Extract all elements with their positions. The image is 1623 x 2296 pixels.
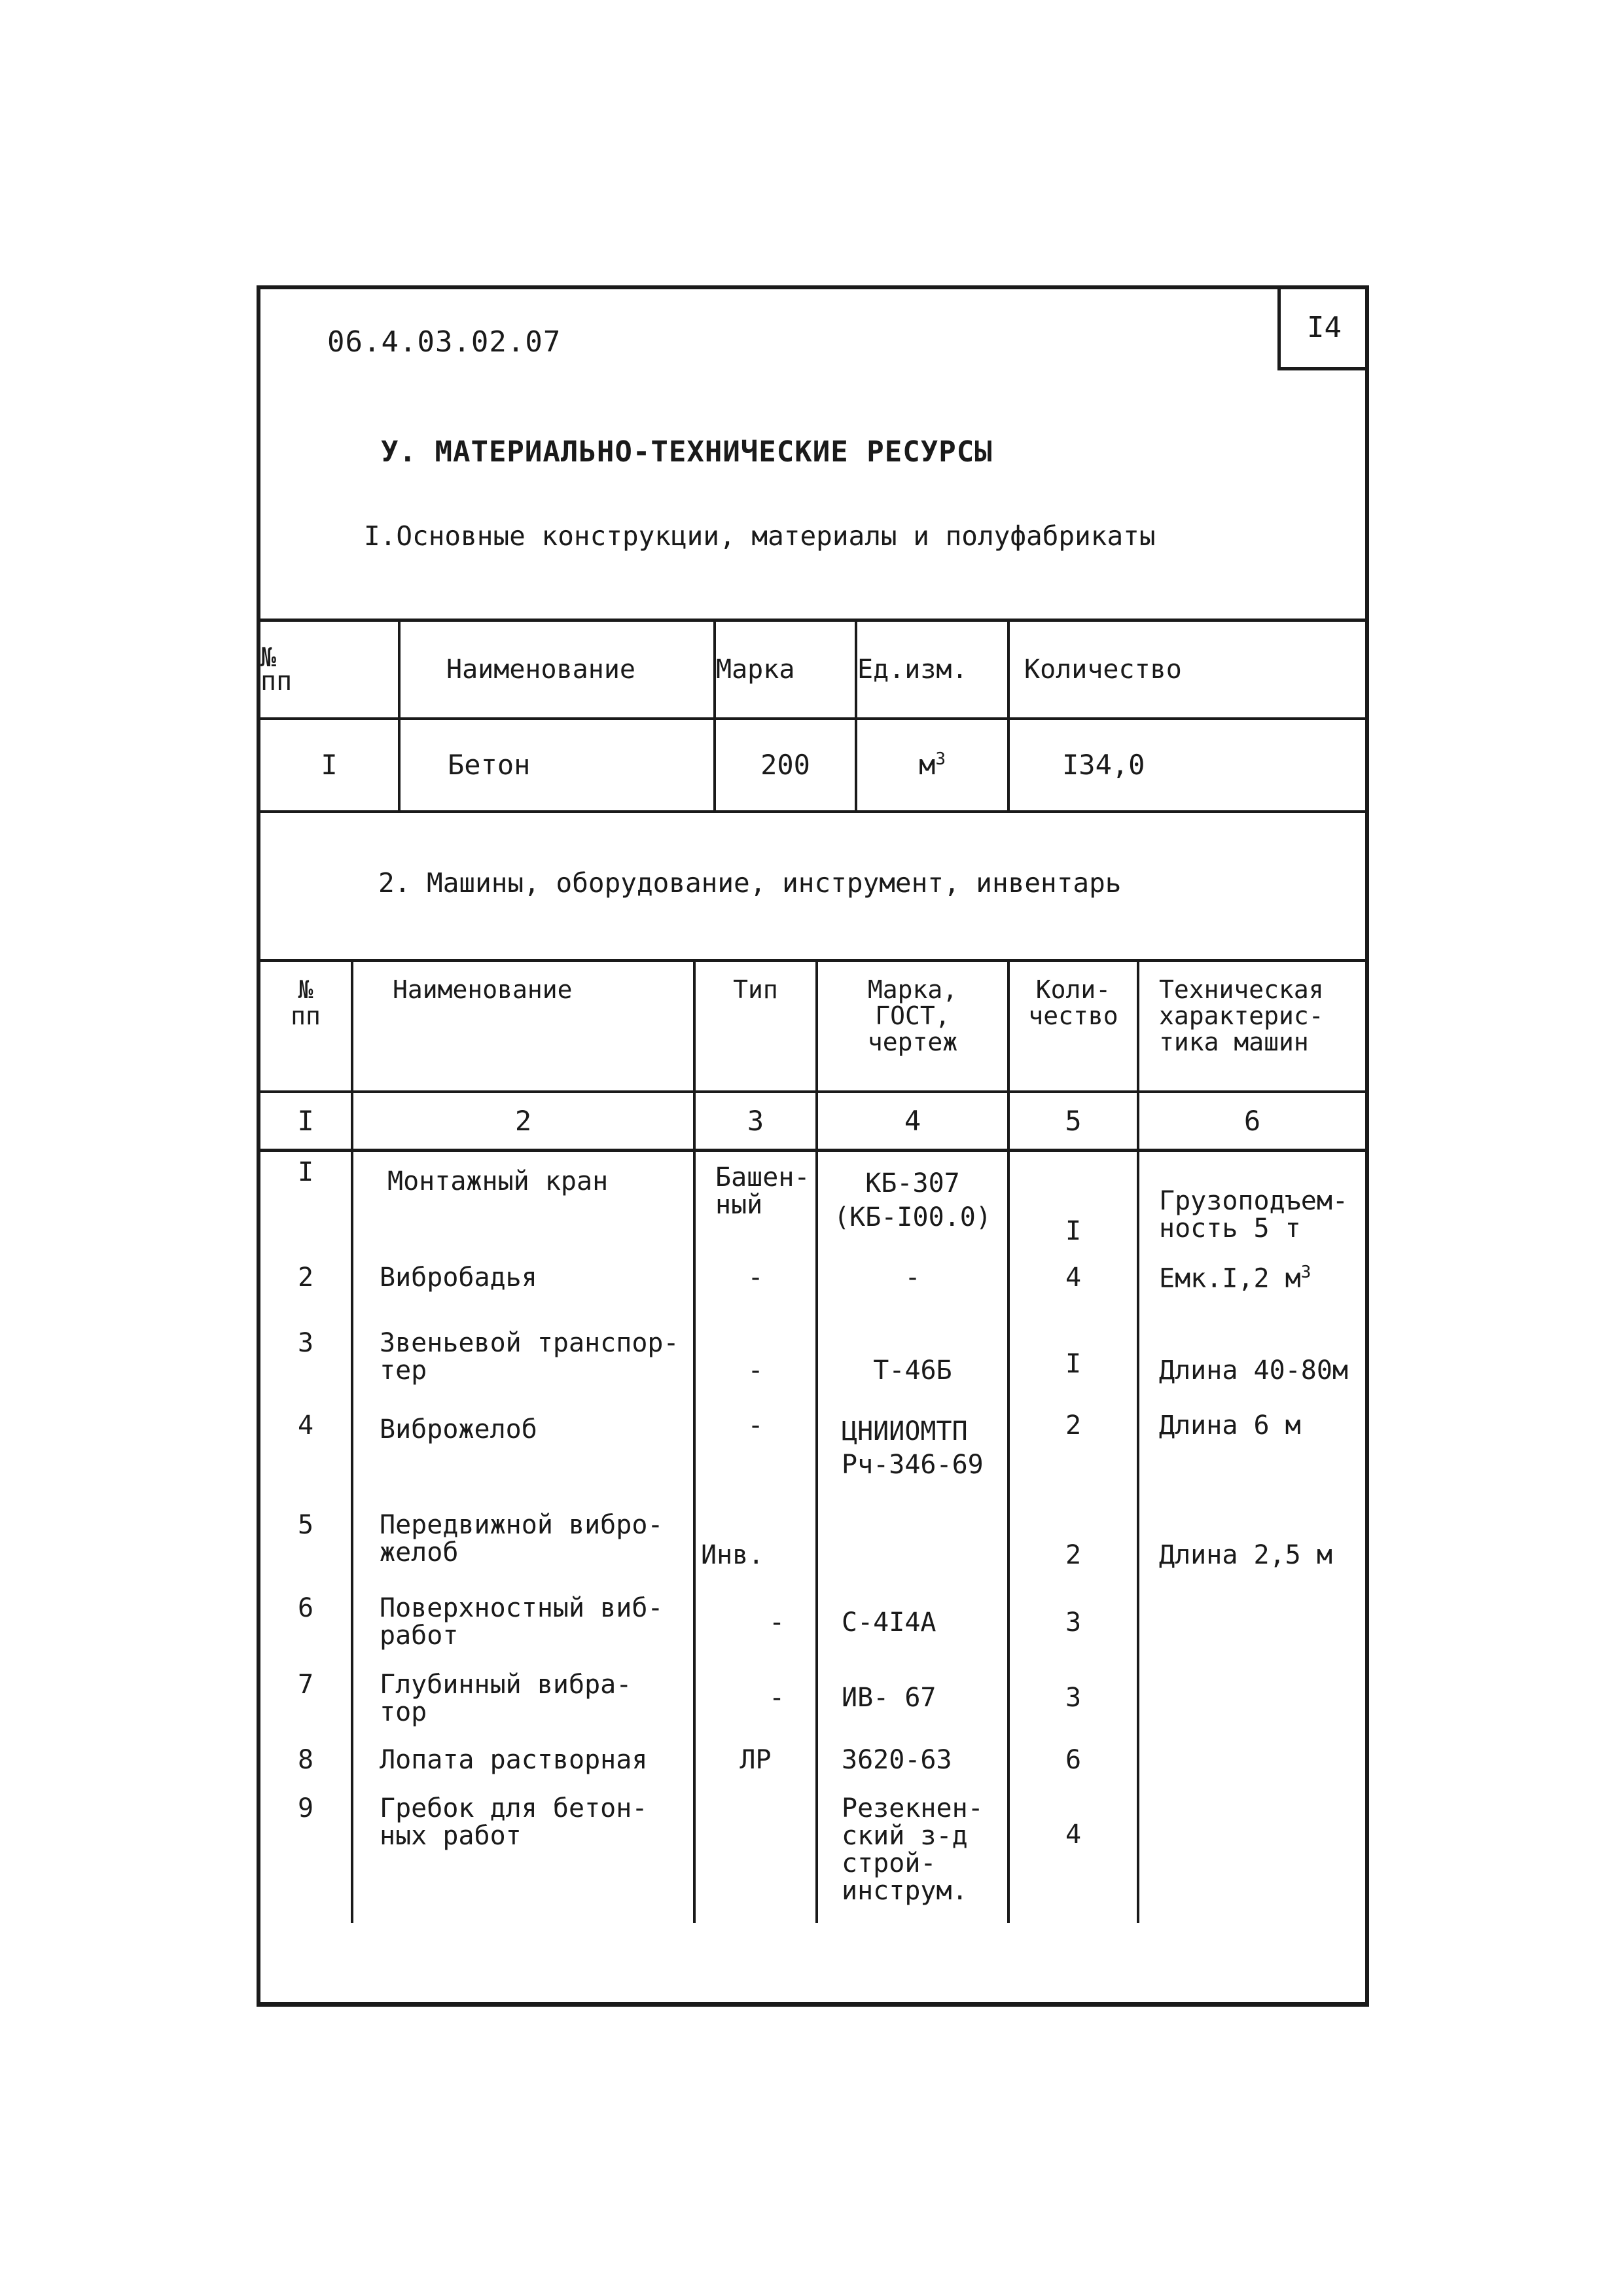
row-spec xyxy=(1138,1664,1365,1740)
table-row xyxy=(260,1151,1365,1252)
row-mark: С-4I4А xyxy=(817,1583,1008,1664)
row-num: 7 xyxy=(297,1669,314,1700)
qty-line-1: Коли- xyxy=(1035,975,1111,1004)
row-name xyxy=(352,1318,694,1403)
row-mark: ИВ- 67 xyxy=(817,1664,1008,1740)
row-type xyxy=(694,1151,817,1252)
mark-line-1: КБ-307 xyxy=(865,1168,960,1198)
spec-line-1: Грузоподъем- xyxy=(1159,1186,1348,1216)
row-name: Вибробадья xyxy=(352,1252,694,1318)
row-spec xyxy=(1138,1583,1365,1664)
col-qty-header: Количество xyxy=(1008,620,1365,719)
mark-line-2: Рч-346-69 xyxy=(842,1449,984,1480)
row-num: 8 xyxy=(297,1744,314,1775)
column-number: 6 xyxy=(1138,1092,1365,1151)
table-row xyxy=(260,1501,1365,1583)
name-line-2: тор xyxy=(380,1696,427,1727)
mark-line-4: инструм. xyxy=(842,1875,968,1906)
row-spec xyxy=(1138,1785,1365,1923)
row-mark: Т-46Б xyxy=(817,1318,1008,1403)
col-qty-header xyxy=(1008,961,1138,1092)
name-line-2: ных работ xyxy=(380,1820,522,1851)
row-num: 9 xyxy=(297,1793,314,1823)
col-name-header: Наименование xyxy=(352,961,694,1092)
machines-table xyxy=(260,959,1365,1923)
mark-line-2: ГОСТ, xyxy=(875,1001,950,1030)
col-num-header xyxy=(260,961,352,1092)
row-type xyxy=(694,1785,817,1923)
row-mark xyxy=(817,1151,1008,1252)
num-sign: № xyxy=(260,642,277,673)
row-mark xyxy=(817,1403,1008,1501)
row-name xyxy=(352,1501,694,1583)
column-number: 3 xyxy=(694,1092,817,1151)
row-num: 6 xyxy=(297,1592,314,1623)
row-type: - xyxy=(694,1252,817,1318)
row-name xyxy=(352,1583,694,1664)
unit-base: м xyxy=(919,749,936,781)
col-num-header xyxy=(260,620,399,719)
row-mark: 200 xyxy=(715,719,856,812)
spec-superscript: 3 xyxy=(1300,1262,1311,1282)
spec-text: Емк.I,2 м xyxy=(1159,1263,1301,1293)
materials-table xyxy=(260,619,1365,813)
type-line-2: ный xyxy=(715,1190,763,1220)
row-mark xyxy=(817,1785,1008,1923)
column-number: 2 xyxy=(352,1092,694,1151)
table-row xyxy=(260,1318,1365,1403)
row-num: 4 xyxy=(297,1410,314,1441)
row-qty: 4 xyxy=(1008,1785,1138,1923)
column-numbers-row xyxy=(260,1092,1365,1151)
col-spec-header xyxy=(1138,961,1365,1092)
name-line-1: Передвижной вибро- xyxy=(380,1509,664,1540)
col-mark-header xyxy=(817,961,1008,1092)
type-line-1: Башен- xyxy=(715,1162,810,1193)
row-unit xyxy=(856,719,1008,812)
num-pp: пп xyxy=(260,666,293,696)
row-type: - xyxy=(694,1403,817,1501)
name-line-2: работ xyxy=(380,1620,459,1651)
machines-header-row xyxy=(260,961,1365,1092)
row-qty: 2 xyxy=(1008,1501,1138,1583)
col-mark-header: Марка xyxy=(715,620,856,719)
column-number: I xyxy=(260,1092,352,1151)
row-qty: I34,0 xyxy=(1008,719,1365,812)
materials-header-row xyxy=(260,620,1365,719)
row-mark: 3620-63 xyxy=(817,1740,1008,1785)
section-title: У. МАТЕРИАЛЬНО-ТЕХНИЧЕСКИЕ РЕСУРСЫ xyxy=(381,435,993,469)
row-name: Лопата растворная xyxy=(352,1740,694,1785)
mark-line-1: Марка, xyxy=(867,975,958,1004)
table-row xyxy=(260,1740,1365,1785)
row-qty: 4 xyxy=(1008,1252,1138,1318)
row-spec xyxy=(1138,1252,1365,1318)
spec-line-2: характерис- xyxy=(1159,1001,1324,1030)
mark-line-3: чертеж xyxy=(867,1028,958,1056)
row-qty: 3 xyxy=(1008,1664,1138,1740)
name-line-1: Гребок для бетон- xyxy=(380,1793,648,1823)
row-name: Бетон xyxy=(399,719,715,812)
table-row xyxy=(260,1664,1365,1740)
spec-line-3: тика машин xyxy=(1159,1028,1309,1056)
mark-line-1: Резекнен- xyxy=(842,1793,984,1823)
row-spec: Длина 40-80м xyxy=(1138,1318,1365,1403)
row-qty: I xyxy=(1008,1151,1138,1252)
table-row xyxy=(260,1583,1365,1664)
row-type: - xyxy=(694,1664,817,1740)
row-num: 5 xyxy=(297,1509,314,1540)
row-qty: I xyxy=(1008,1318,1138,1403)
row-name xyxy=(352,1151,694,1252)
mark-line-2: (КБ-I00.0) xyxy=(834,1202,991,1232)
unit-superscript: 3 xyxy=(935,749,946,769)
name-line-1: Поверхностный виб- xyxy=(380,1592,664,1623)
table-row xyxy=(260,719,1365,812)
table-row xyxy=(260,1785,1365,1923)
column-number: 5 xyxy=(1008,1092,1138,1151)
row-name xyxy=(352,1664,694,1740)
page-number-text: I4 xyxy=(1307,311,1342,344)
name-line-1: Глубинный вибра- xyxy=(380,1669,632,1700)
mark-line-1: ЦНИИОМТП xyxy=(842,1416,968,1446)
row-type: ЛР xyxy=(694,1740,817,1785)
name-line-1: Монтажный кран xyxy=(387,1166,609,1196)
machines-title: 2. Машины, оборудование, инструмент, инвентарь xyxy=(378,867,1122,899)
row-type: - xyxy=(694,1318,817,1403)
table-row xyxy=(260,1252,1365,1318)
spec-line-1: Техническая xyxy=(1159,975,1324,1004)
row-qty: 6 xyxy=(1008,1740,1138,1785)
row-type: Инв. xyxy=(694,1501,817,1583)
row-name xyxy=(352,1785,694,1923)
num-sign: № xyxy=(298,975,313,1004)
document-code: 06.4.03.02.07 xyxy=(327,325,562,359)
page-number xyxy=(1277,288,1368,370)
row-mark xyxy=(817,1501,1008,1583)
row-qty: 2 xyxy=(1008,1403,1138,1501)
row-num: I xyxy=(260,719,399,812)
row-type: - xyxy=(694,1583,817,1664)
mark-line-3: строй- xyxy=(842,1848,936,1878)
spec-line-2: ность 5 т xyxy=(1159,1213,1301,1244)
mark-line-2: ский з-д xyxy=(842,1820,968,1851)
row-num: 2 xyxy=(297,1262,314,1293)
row-mark: - xyxy=(817,1252,1008,1318)
col-type-header: Тип xyxy=(694,961,817,1092)
name-line-2: тер xyxy=(380,1355,427,1386)
materials-title: I.Основные конструкции, материалы и полуфабрикаты xyxy=(364,520,1156,552)
row-spec xyxy=(1138,1740,1365,1785)
row-spec xyxy=(1138,1151,1365,1252)
row-num: 3 xyxy=(297,1327,314,1358)
row-num: I xyxy=(297,1157,314,1187)
column-number: 4 xyxy=(817,1092,1008,1151)
col-unit-header: Ед.изм. xyxy=(856,620,1008,719)
row-name: Виброжелоб xyxy=(352,1403,694,1501)
table-row xyxy=(260,1403,1365,1501)
row-spec: Длина 2,5 м xyxy=(1138,1501,1365,1583)
name-line-1: Звеньевой транспор- xyxy=(380,1327,679,1358)
num-pp: пп xyxy=(291,1001,321,1030)
name-line-2: желоб xyxy=(380,1537,459,1568)
row-spec: Длина 6 м xyxy=(1138,1403,1365,1501)
col-name-header: Наименование xyxy=(399,620,715,719)
row-qty: 3 xyxy=(1008,1583,1138,1664)
qty-line-2: чество xyxy=(1028,1001,1118,1030)
